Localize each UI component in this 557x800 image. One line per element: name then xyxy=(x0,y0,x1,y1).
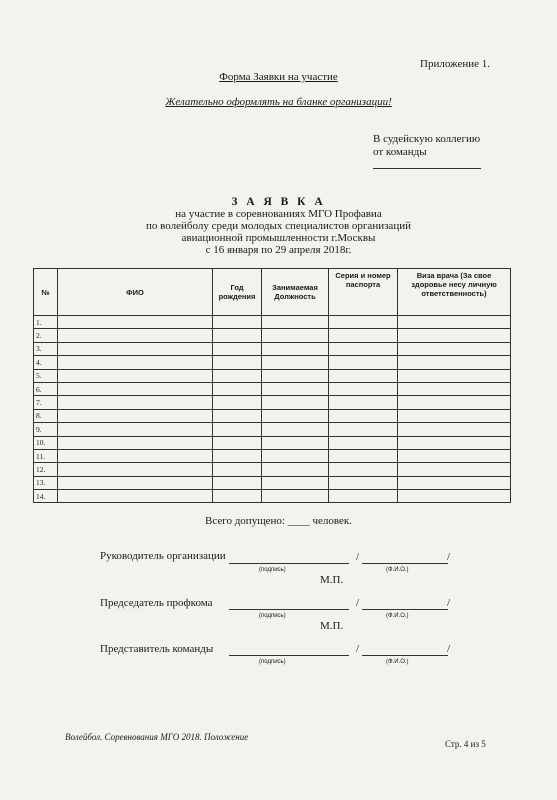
table-cell[interactable] xyxy=(329,409,398,422)
table-cell[interactable] xyxy=(329,490,398,503)
row-number: 5. xyxy=(34,369,58,382)
row-number: 9. xyxy=(34,423,58,436)
head-slash-left: / xyxy=(356,551,360,563)
table-cell[interactable] xyxy=(262,449,329,462)
row-number: 10. xyxy=(34,436,58,449)
table-cell[interactable] xyxy=(329,396,398,409)
col-birth-year: Год рождения xyxy=(213,269,262,316)
head-slash-right: / xyxy=(447,551,451,563)
table-row xyxy=(34,369,511,382)
col-doctor-visa: Виза врача (За свое здоровье несу личную ответственность) xyxy=(398,269,511,316)
addressee-block xyxy=(373,133,480,159)
table-cell[interactable] xyxy=(213,369,262,382)
rep-sign-caption: (подпись) xyxy=(259,659,286,665)
rep-slash-left: / xyxy=(356,643,360,655)
table-row xyxy=(34,342,511,355)
union-name-field[interactable] xyxy=(362,609,448,610)
table-row xyxy=(34,476,511,489)
table-row xyxy=(34,449,511,462)
table-cell[interactable] xyxy=(398,356,511,369)
row-number: 1. xyxy=(34,316,58,329)
table-cell[interactable] xyxy=(262,476,329,489)
table-row xyxy=(34,463,511,476)
table-cell[interactable] xyxy=(58,356,213,369)
table-cell[interactable] xyxy=(262,463,329,476)
head-name-field[interactable] xyxy=(362,563,448,564)
table-cell[interactable] xyxy=(58,316,213,329)
table-cell[interactable] xyxy=(213,436,262,449)
table-cell[interactable] xyxy=(262,369,329,382)
union-slash-left: / xyxy=(356,597,360,609)
table-cell[interactable] xyxy=(262,356,329,369)
row-number: 13. xyxy=(34,476,58,489)
table-cell[interactable] xyxy=(262,316,329,329)
rep-name-caption: (Ф.И.О.) xyxy=(386,659,409,665)
union-name-caption: (Ф.И.О.) xyxy=(386,613,409,619)
table-cell[interactable] xyxy=(58,463,213,476)
addressee-line-2: от команды xyxy=(373,146,427,158)
table-cell[interactable] xyxy=(398,436,511,449)
union-sign-caption: (подпись) xyxy=(259,613,286,619)
table-cell[interactable] xyxy=(262,342,329,355)
row-number: 7. xyxy=(34,396,58,409)
table-row xyxy=(34,382,511,395)
head-signature-field[interactable] xyxy=(229,563,349,564)
table-row xyxy=(34,329,511,342)
table-row xyxy=(34,409,511,422)
application-subtitle xyxy=(0,208,557,256)
table-cell[interactable] xyxy=(262,409,329,422)
subtitle-line-2: по волейболу среди молодых специалистов организаций xyxy=(146,220,411,232)
row-number: 2. xyxy=(34,329,58,342)
table-cell[interactable] xyxy=(398,476,511,489)
row-number: 6. xyxy=(34,382,58,395)
table-cell[interactable] xyxy=(213,490,262,503)
table-cell[interactable] xyxy=(398,409,511,422)
table-cell[interactable] xyxy=(213,382,262,395)
subtitle-line-3: авиационной промышленности г.Москвы xyxy=(181,232,376,244)
table-cell[interactable] xyxy=(58,436,213,449)
table-cell[interactable] xyxy=(262,329,329,342)
table-cell[interactable] xyxy=(398,463,511,476)
table-cell[interactable] xyxy=(213,329,262,342)
subtitle-line-4: с 16 января по 29 апреля 2018г. xyxy=(205,244,352,256)
table-cell[interactable] xyxy=(58,476,213,489)
table-cell[interactable] xyxy=(262,436,329,449)
union-label: Председатель профкома xyxy=(100,597,213,609)
table-cell[interactable] xyxy=(329,342,398,355)
head-sign-caption: (подпись) xyxy=(259,567,286,573)
participants-table xyxy=(33,268,511,503)
table-cell[interactable] xyxy=(213,396,262,409)
table-row xyxy=(34,316,511,329)
table-cell[interactable] xyxy=(262,423,329,436)
union-slash-right: / xyxy=(447,597,451,609)
table-row xyxy=(34,490,511,503)
subtitle-line-1: на участие в соревнованиях МГО Профавиа xyxy=(175,208,382,220)
table-cell[interactable] xyxy=(329,316,398,329)
table-cell[interactable] xyxy=(398,382,511,395)
form-note: Желательно оформлять на бланке организации! xyxy=(165,96,392,108)
table-row xyxy=(34,396,511,409)
table-cell[interactable] xyxy=(398,369,511,382)
table-cell[interactable] xyxy=(58,369,213,382)
table-cell[interactable] xyxy=(398,490,511,503)
table-cell[interactable] xyxy=(329,463,398,476)
table-cell[interactable] xyxy=(213,449,262,462)
head-name-caption: (Ф.И.О.) xyxy=(386,567,409,573)
table-row xyxy=(34,423,511,436)
table-cell[interactable] xyxy=(58,329,213,342)
table-cell[interactable] xyxy=(213,423,262,436)
row-number: 3. xyxy=(34,342,58,355)
col-position: Занимаемая Должность xyxy=(262,269,329,316)
rep-label: Представитель команды xyxy=(100,643,214,655)
rep-signature-field[interactable] xyxy=(229,655,349,656)
head-label: Руководитель организации xyxy=(100,550,226,562)
table-row xyxy=(34,436,511,449)
table-cell[interactable] xyxy=(213,316,262,329)
table-cell[interactable] xyxy=(329,449,398,462)
team-name-field[interactable] xyxy=(373,168,481,169)
table-cell[interactable] xyxy=(329,436,398,449)
col-number: № xyxy=(34,269,58,316)
table-cell[interactable] xyxy=(213,342,262,355)
addressee-line-1: В судейскую коллегию xyxy=(373,133,481,145)
table-cell[interactable] xyxy=(329,423,398,436)
row-number: 11. xyxy=(34,449,58,462)
table-cell[interactable] xyxy=(262,382,329,395)
row-number: 8. xyxy=(34,409,58,422)
table-cell[interactable] xyxy=(58,382,213,395)
table-cell[interactable] xyxy=(213,356,262,369)
table-cell[interactable] xyxy=(213,463,262,476)
row-number: 12. xyxy=(34,463,58,476)
col-passport: Серия и номер паспорта xyxy=(329,269,398,316)
form-title: Форма Заявки на участие xyxy=(219,71,338,83)
rep-slash-right: / xyxy=(447,643,451,655)
col-fio: ФИО xyxy=(58,269,213,316)
table-cell[interactable] xyxy=(58,342,213,355)
row-number: 14. xyxy=(34,490,58,503)
table-cell[interactable] xyxy=(262,490,329,503)
row-number: 4. xyxy=(34,356,58,369)
total-admitted: Всего допущено: ____ человек. xyxy=(204,515,352,527)
table-cell[interactable] xyxy=(329,329,398,342)
rep-name-field[interactable] xyxy=(362,655,448,656)
footer-left: Волейбол. Соревнования МГО 2018. Положение xyxy=(65,732,249,742)
table-cell[interactable] xyxy=(213,409,262,422)
table-cell[interactable] xyxy=(58,449,213,462)
table-cell[interactable] xyxy=(58,423,213,436)
table-cell[interactable] xyxy=(398,316,511,329)
appendix-label: Приложение 1. xyxy=(420,58,491,70)
table-cell[interactable] xyxy=(58,396,213,409)
union-signature-field[interactable] xyxy=(229,609,349,610)
page-number: Стр. 4 из 5 xyxy=(445,739,486,749)
table-cell[interactable] xyxy=(398,449,511,462)
table-cell[interactable] xyxy=(329,382,398,395)
table-cell[interactable] xyxy=(398,423,511,436)
table-cell[interactable] xyxy=(398,329,511,342)
head-stamp: М.П. xyxy=(320,574,344,586)
table-cell[interactable] xyxy=(398,396,511,409)
participants-rows xyxy=(34,316,511,503)
application-heading: З А Я В К А xyxy=(231,196,326,208)
table-cell[interactable] xyxy=(398,342,511,355)
table-cell[interactable] xyxy=(58,409,213,422)
table-cell[interactable] xyxy=(262,396,329,409)
table-header-row xyxy=(34,269,511,316)
table-cell[interactable] xyxy=(58,490,213,503)
table-cell[interactable] xyxy=(329,476,398,489)
union-stamp: М.П. xyxy=(320,620,344,632)
table-cell[interactable] xyxy=(213,476,262,489)
table-row xyxy=(34,356,511,369)
table-cell[interactable] xyxy=(329,356,398,369)
table-cell[interactable] xyxy=(329,369,398,382)
